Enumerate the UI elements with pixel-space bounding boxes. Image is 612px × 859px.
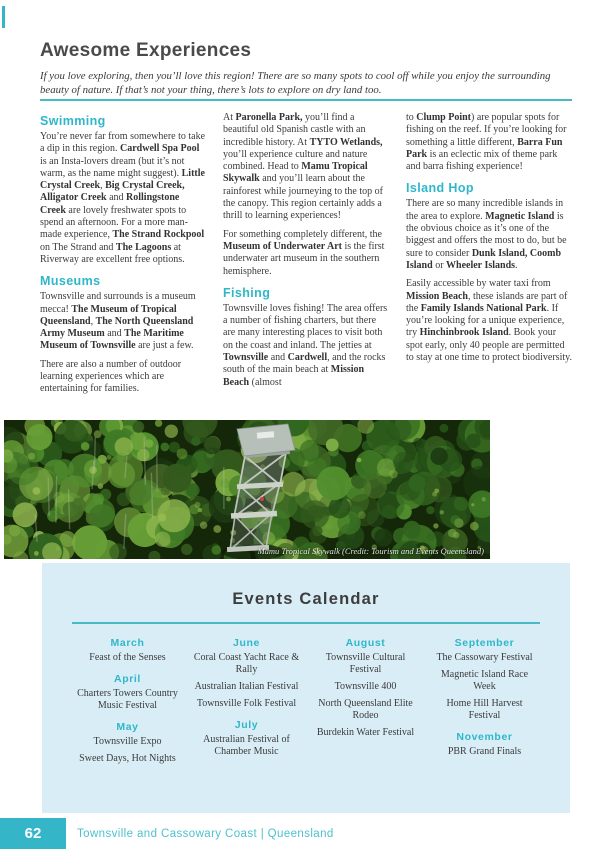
section-heading-fishing: Fishing: [223, 285, 271, 300]
article-columns: [40, 112, 572, 402]
photo-caption: Mamu Tropical Skywalk (Credit: Tourism and Events Queensland): [257, 546, 484, 556]
events-calendar-panel: [42, 563, 570, 813]
april-events: [73, 688, 182, 712]
event-item: Townsville Cultural Festival: [325, 652, 406, 675]
event-item: Townsville Expo: [93, 736, 162, 747]
section-heading-island-hop: Island Hop: [406, 181, 474, 196]
event-item: Magnetic Island Race Week: [440, 669, 529, 692]
july-events: [192, 734, 301, 758]
month-heading-march: March: [110, 637, 145, 649]
event-item: North Queensland Elite Rodeo: [318, 698, 413, 721]
calendar-column-1: [68, 637, 187, 770]
skywalk-photo: [4, 420, 490, 559]
event-item: The Cassowary Festival: [436, 652, 533, 663]
june-events: [192, 652, 301, 710]
page-title: Awesome Experiences: [40, 40, 252, 61]
event-item: Coral Coast Yacht Race & Rally: [193, 652, 300, 675]
event-item: Feast of the Senses: [89, 652, 166, 663]
events-calendar-title: Events Calendar: [232, 590, 380, 608]
september-events: [430, 652, 539, 722]
calendar-column-4: [425, 637, 544, 770]
event-item: Townsville 400: [334, 681, 397, 692]
island-hop-paragraph-2: Easily accessible by water taxi from Mission Beach, these islands are part of the Family Islands National Park. If you’re looking for a unique experience, try Hinchinbrook Island. Book your spot early, only 40 people are permitted to stay at one time to protect biodiversity.: [406, 278, 572, 364]
event-item: PBR Grand Finals: [447, 746, 522, 757]
rainforest-canopy-illustration: [4, 420, 490, 559]
november-events: [430, 746, 539, 758]
article-column-1: [40, 112, 206, 402]
calendar-column-3: [306, 637, 425, 770]
month-heading-may: May: [116, 721, 139, 733]
fishing-paragraph: Townsville loves fishing! The area offers a number of fishing charters, but there are many interesting places to visit both on the coast and inland. The jetties at Townsville and Cardwell, and the rocks south of the main beach at Mission Beach (almost: [223, 302, 388, 388]
month-heading-september: September: [454, 637, 515, 649]
page-number-badge: 62: [0, 818, 66, 849]
section-heading-museums: Museums: [40, 274, 101, 289]
august-events: [311, 652, 420, 739]
calendar-column-2: [187, 637, 306, 770]
section-heading-swimming: Swimming: [40, 114, 106, 128]
header-divider-rule: [40, 99, 572, 101]
month-heading-april: April: [114, 673, 141, 685]
underwater-art-paragraph: For something completely different, the Museum of Underwater Art is the first underwater art museum in the southern hemisphere.: [223, 228, 385, 277]
calendar-divider-rule: [72, 622, 540, 624]
corner-accent-mark: [2, 6, 5, 28]
attractions-paragraph: At Paronella Park, you’ll find a beautiful old Spanish castle with an incredible history. At TYTO Wetlands, you’ll experience culture and nature combined. Head to Mamu Tropical Skywalk and you’ll learn about the rainforest while journeying to the top of the canopy. This region certainly adds a thrill to learning experiences!: [223, 112, 383, 222]
museums-paragraph-2: There are also a number of outdoor learning experiences which are entertaining for families.: [40, 358, 182, 395]
event-item: Sweet Days, Hot Nights: [79, 753, 176, 764]
article-column-2: [223, 112, 389, 402]
fishing-paragraph-continued: to Clump Point) are popular spots for fishing on the reef. If you’re looking for something a little different, Barra Fun Park is an eclectic mix of theme park and barra fishing experience!: [406, 112, 567, 173]
event-item: Home Hill Harvest Festival: [446, 698, 523, 721]
swimming-paragraph: You’re never far from somewhere to take a dip in this region. Cardwell Spa Pool is an Insta-lovers dream (but it’s not warm, as the name might suggest). Little Crystal Creek, Big Crystal Creek, Alligator Creek and Rollingstone Creek are lovely freshwater spots to spend an afternoon. For a more man-made experience, The Strand Rockpool on The Strand and The Lagoons at Riverway are excellent free options.: [40, 131, 206, 265]
event-item: Australian Italian Festival: [194, 681, 299, 692]
event-item: Charters Towers Country Music Festival: [77, 688, 178, 711]
month-heading-november: November: [456, 731, 513, 743]
month-heading-august: August: [345, 637, 386, 649]
article-column-3: [406, 112, 572, 402]
event-item: Burdekin Water Festival: [316, 727, 415, 738]
footer-breadcrumb: Townsville and Cassowary Coast | Queensland: [77, 827, 334, 840]
intro-paragraph: If you love exploring, then you’ll love this region! There are so many spots to cool off while you enjoy the surrounding beauty of nature. If that’s not your thing, there’s lots to explore on dry land too.: [40, 70, 551, 96]
event-item: Townsville Folk Festival: [196, 698, 297, 709]
march-events: [73, 652, 182, 664]
month-heading-july: July: [234, 719, 259, 731]
event-item: Australian Festival of Chamber Music: [203, 734, 290, 757]
museums-paragraph: Townsville and surrounds is a museum mecca! The Museum of Tropical Queensland, The North Queensland Army Museum and The Maritime Museum of Townsville are just a few.: [40, 291, 196, 352]
month-heading-june: June: [233, 637, 260, 649]
may-events: [73, 736, 182, 765]
island-hop-paragraph: There are so many incredible islands in the area to explore. Magnetic Island is the obvious choice as it’s one of the biggest and offers the most to do, but be sure to consider Dunk Island, Coomb Island or Wheeler Islands.: [406, 198, 567, 271]
calendar-columns: [42, 637, 570, 770]
